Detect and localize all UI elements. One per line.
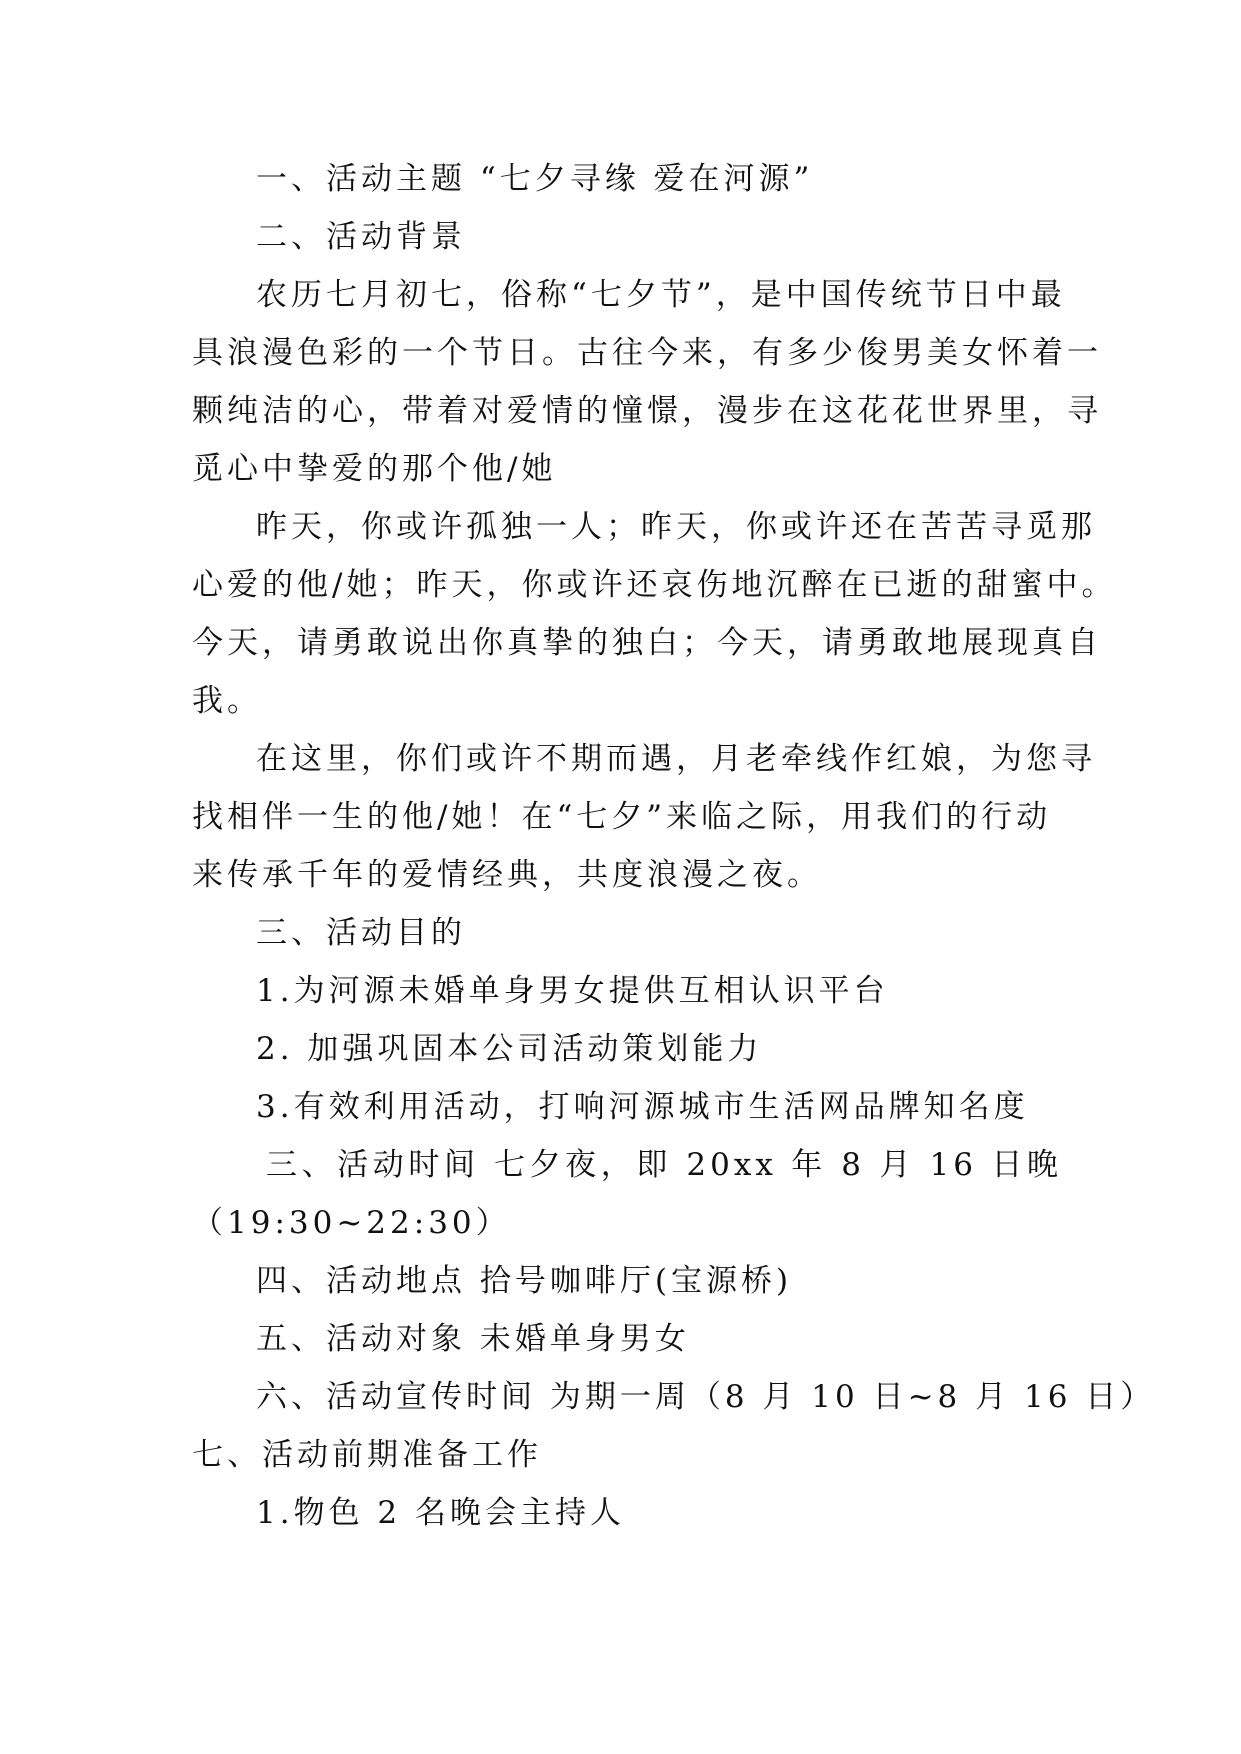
document-body [192, 150, 1156, 1542]
section-heading-theme: 一、活动主题 “七夕寻缘 爱在河源” [256, 161, 814, 197]
paragraph-line: 颗纯洁的心，带着对爱情的憧憬，漫步在这花花世界里，寻 [192, 393, 1102, 429]
section-heading-time: 三、活动时间 七夕夜，即 20xx 年 8 月 16 日晚 [266, 1147, 1062, 1183]
paragraph-line: 找相伴一生的他/她！在“七夕”来临之际，用我们的行动 [192, 799, 1052, 835]
list-item: 1.物色 2 名晚会主持人 [256, 1495, 626, 1531]
section-heading-audience: 五、活动对象 未婚单身男女 [256, 1321, 690, 1357]
section-heading-preparation: 七、活动前期准备工作 [192, 1437, 542, 1473]
paragraph-line: 我。 [192, 683, 262, 719]
paragraph-line: 觅心中挚爱的那个他/她 [192, 451, 557, 487]
list-item: 1.为河源未婚单身男女提供互相认识平台 [256, 973, 889, 1009]
paragraph-line: 今天，请勇敢说出你真挚的独白；今天，请勇敢地展现真自 [192, 625, 1102, 661]
section-heading-promotion: 六、活动宣传时间 为期一周（8 月 10 日~8 月 16 日） [256, 1379, 1156, 1415]
paragraph-line: 在这里，你们或许不期而遇，月老牵线作红娘，为您寻 [256, 741, 1096, 777]
section-heading-location: 四、活动地点 拾号咖啡厅(宝源桥) [256, 1263, 793, 1299]
paragraph-line: 农历七月初七，俗称“七夕节”，是中国传统节日中最 [256, 277, 1066, 313]
list-item: 2. 加强巩固本公司活动策划能力 [256, 1031, 763, 1067]
paragraph-line: 昨天，你或许孤独一人；昨天，你或许还在苦苦寻觅那 [256, 509, 1096, 545]
section-heading-purpose: 三、活动目的 [256, 915, 466, 951]
section-heading-background: 二、活动背景 [256, 219, 466, 255]
paragraph-line: 来传承千年的爱情经典，共度浪漫之夜。 [192, 857, 822, 893]
list-item: 3.有效利用活动，打响河源城市生活网品牌知名度 [256, 1089, 1029, 1125]
paragraph-line: （19:30~22:30） [192, 1205, 511, 1241]
paragraph-line: 心爱的他/她；昨天，你或许还哀伤地沉醉在已逝的甜蜜中。 [192, 567, 1117, 603]
paragraph-line: 具浪漫色彩的一个节日。古往今来，有多少俊男美女怀着一 [192, 335, 1102, 371]
